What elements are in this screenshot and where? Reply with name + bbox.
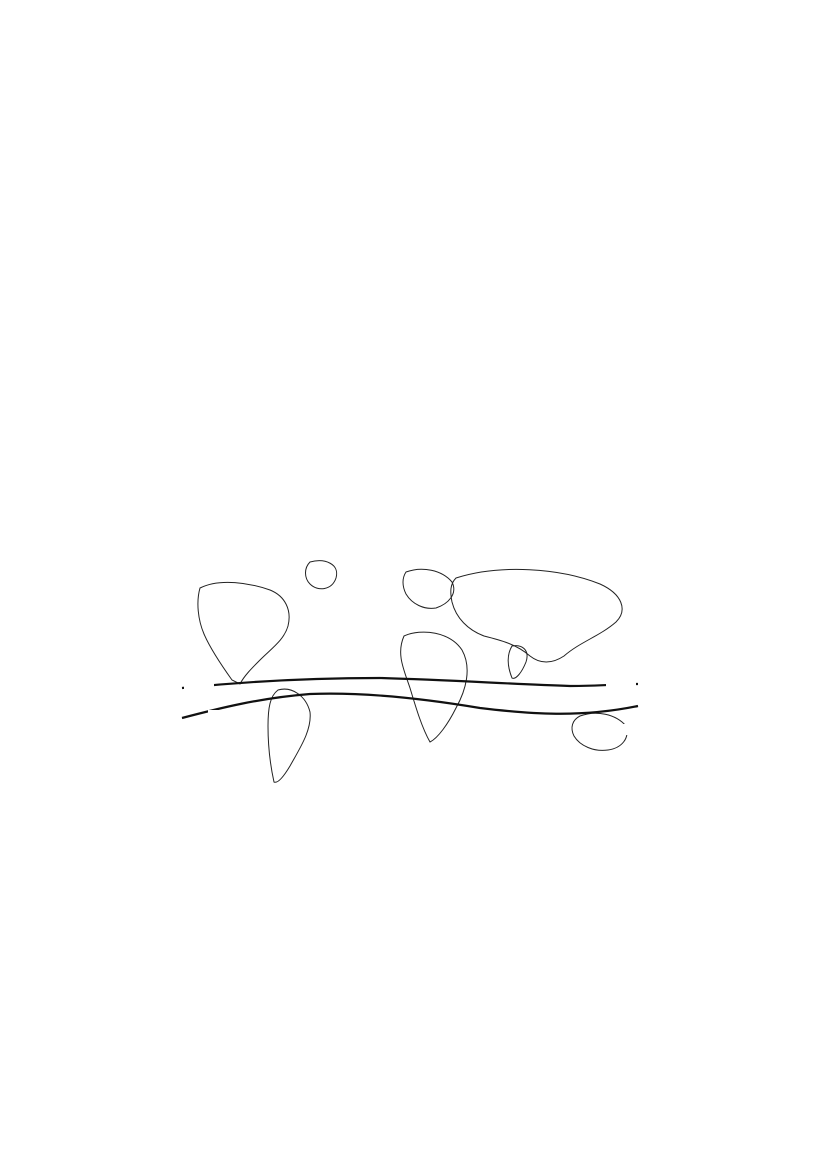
zcit-map-figure	[160, 538, 668, 804]
